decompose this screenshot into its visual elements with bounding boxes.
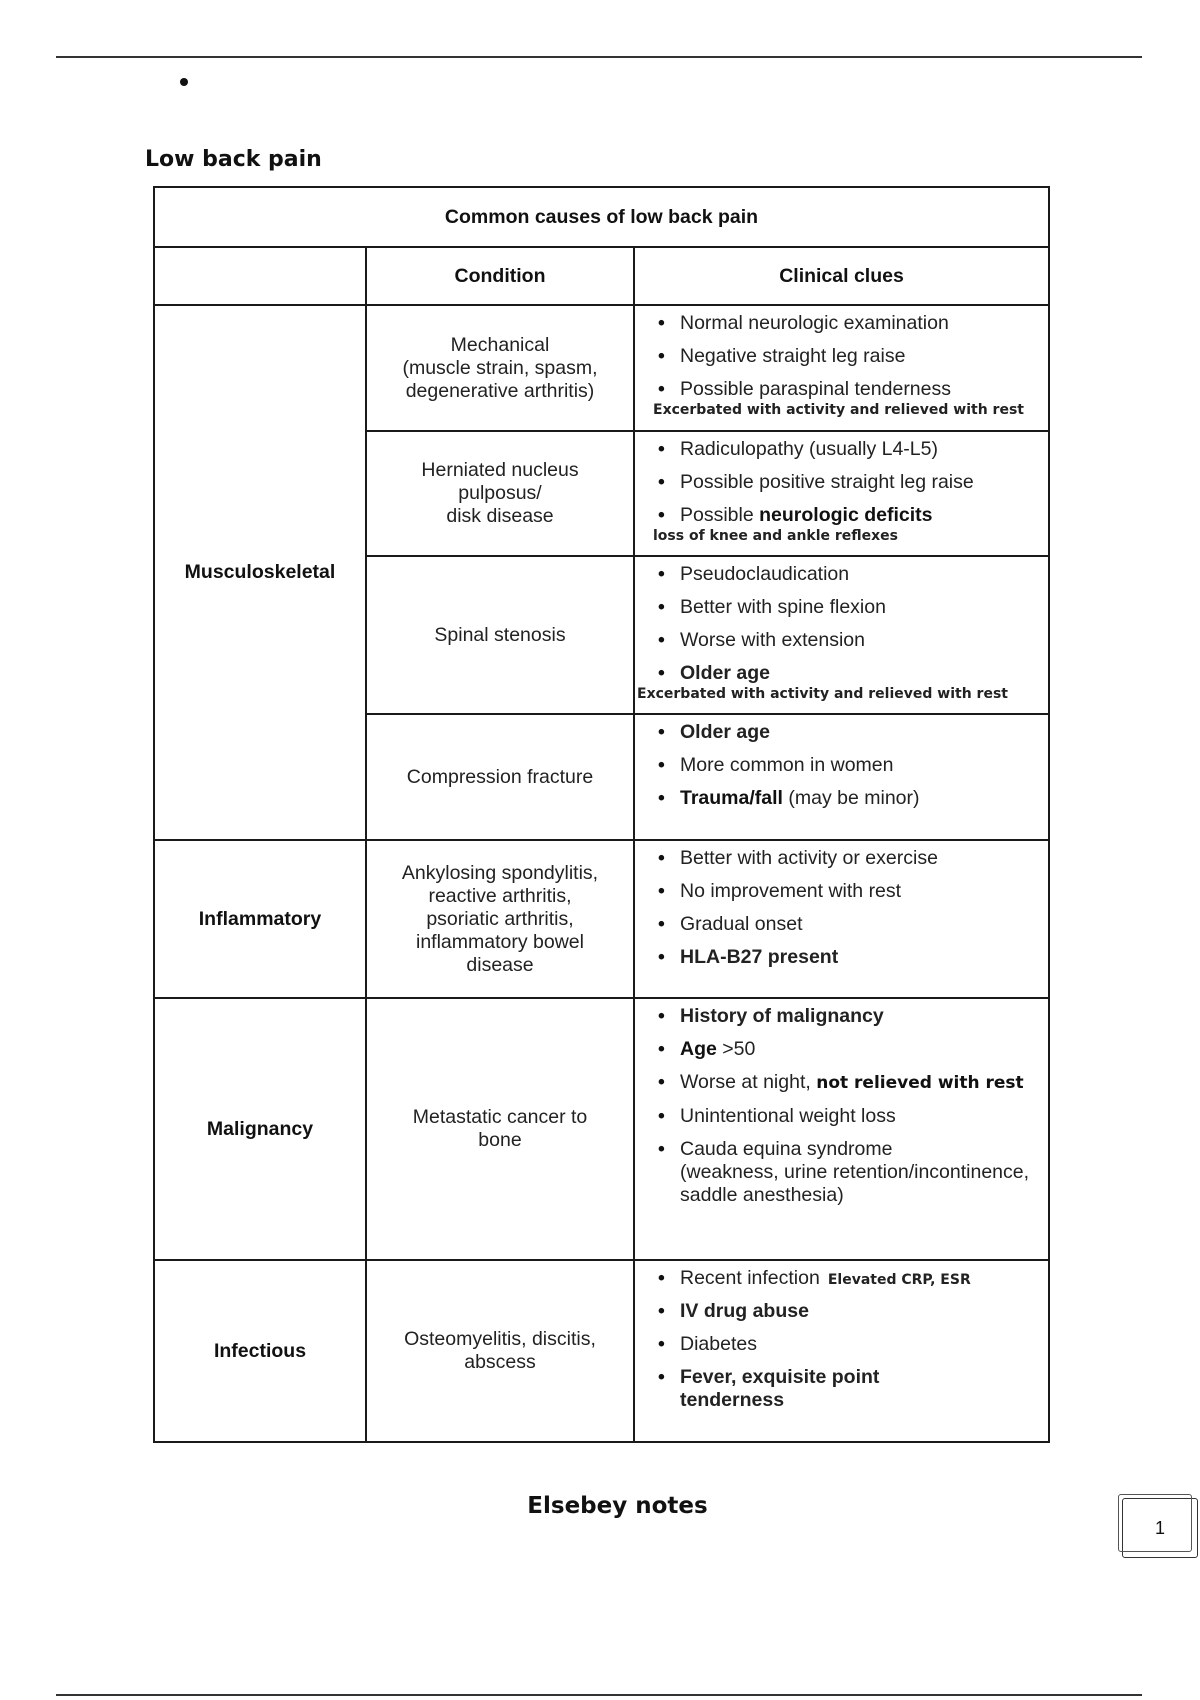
clues-mechanical — [634, 305, 1049, 431]
handwritten-note: Elevated CRP, ESR — [827, 1272, 971, 1288]
header-condition: Condition — [366, 247, 634, 305]
list-item: • Possible paraspinal tenderness — [680, 378, 1048, 401]
list-item: • Negative straight leg raise — [680, 345, 1048, 368]
condition-spinal-stenosis: Spinal stenosis — [366, 556, 634, 714]
list-item: • History of malignancy — [680, 1005, 1048, 1028]
clues-inflammatory — [634, 840, 1049, 998]
list-item: • Older age — [680, 721, 1048, 744]
empty-bullet — [180, 78, 188, 86]
condition-herniated-disk: Herniated nucleus pulposus/ disk disease — [366, 431, 634, 556]
condition-inflammatory: Ankylosing spondylitis, reactive arthritis, psoriatic arthritis, inflammatory bowel disease — [366, 840, 634, 998]
list-item: • Better with spine flexion — [680, 596, 1048, 619]
list-item: • Unintentional weight loss — [680, 1105, 1048, 1128]
list-item: • Worse with extension — [680, 629, 1048, 652]
category-musculoskeletal: Musculoskeletal — [154, 305, 366, 840]
handwritten-note: Excerbated with activity and relieved with rest — [637, 686, 1008, 702]
list-item: • Better with activity or exercise — [680, 847, 1048, 870]
list-item: • Radiculopathy (usually L4-L5) — [680, 438, 1048, 461]
handwritten-note: loss of knee and ankle reflexes — [653, 528, 899, 544]
clues-malignancy — [634, 998, 1049, 1260]
page-number: 1 — [1154, 1518, 1165, 1538]
table-title: Common causes of low back pain — [154, 187, 1049, 247]
list-item: • Normal neurologic examination — [680, 312, 1048, 335]
category-malignancy: Malignancy — [154, 998, 366, 1260]
list-item: • Trauma/fall (may be minor) — [680, 787, 1048, 810]
list-item: • Possible positive straight leg raise — [680, 471, 1048, 494]
condition-compression-fracture: Compression fracture — [366, 714, 634, 840]
list-item: • Diabetes — [680, 1333, 1048, 1356]
header-clinical-clues: Clinical clues — [634, 247, 1049, 305]
top-rule — [56, 56, 1142, 58]
footer-notes: Elsebey notes — [527, 1493, 708, 1519]
clues-spinal-stenosis — [634, 556, 1049, 714]
low-back-pain-table — [153, 186, 1050, 1443]
clues-compression-fracture — [634, 714, 1049, 840]
list-item: • Recent infection Elevated CRP, ESR — [680, 1267, 1048, 1290]
list-item: • HLA-B27 present — [680, 946, 1048, 969]
list-item: • Cauda equina syndrome (weakness, urine retention/incontinence, saddle anesthesia) — [680, 1138, 1048, 1207]
list-item: • Worse at night, not relieved with rest — [680, 1071, 1048, 1095]
list-item: • No improvement with rest — [680, 880, 1048, 903]
list-item: • Pseudoclaudication — [680, 563, 1048, 586]
list-item: • Age >50 — [680, 1038, 1048, 1061]
condition-mechanical: Mechanical (muscle strain, spasm, degenerative arthritis) — [366, 305, 634, 431]
handwritten-note: Excerbated with activity and relieved with rest — [653, 402, 1024, 418]
category-infectious: Infectious — [154, 1260, 366, 1442]
bottom-rule — [56, 1694, 1142, 1696]
list-item: • Older age — [680, 662, 1048, 685]
list-item: • Gradual onset — [680, 913, 1048, 936]
clues-herniated-disk — [634, 431, 1049, 556]
list-item: • Fever, exquisite point tenderness — [680, 1366, 1048, 1412]
list-item: • IV drug abuse — [680, 1300, 1048, 1323]
clues-infectious — [634, 1260, 1049, 1442]
condition-infectious: Osteomyelitis, discitis, abscess — [366, 1260, 634, 1442]
header-empty-cell — [154, 247, 366, 305]
list-item: • More common in women — [680, 754, 1048, 777]
condition-malignancy: Metastatic cancer to bone — [366, 998, 634, 1260]
section-heading: Low back pain — [145, 147, 322, 172]
list-item: • Possible neurologic deficits — [680, 504, 1048, 527]
category-inflammatory: Inflammatory — [154, 840, 366, 998]
page-number-box — [1122, 1498, 1198, 1558]
